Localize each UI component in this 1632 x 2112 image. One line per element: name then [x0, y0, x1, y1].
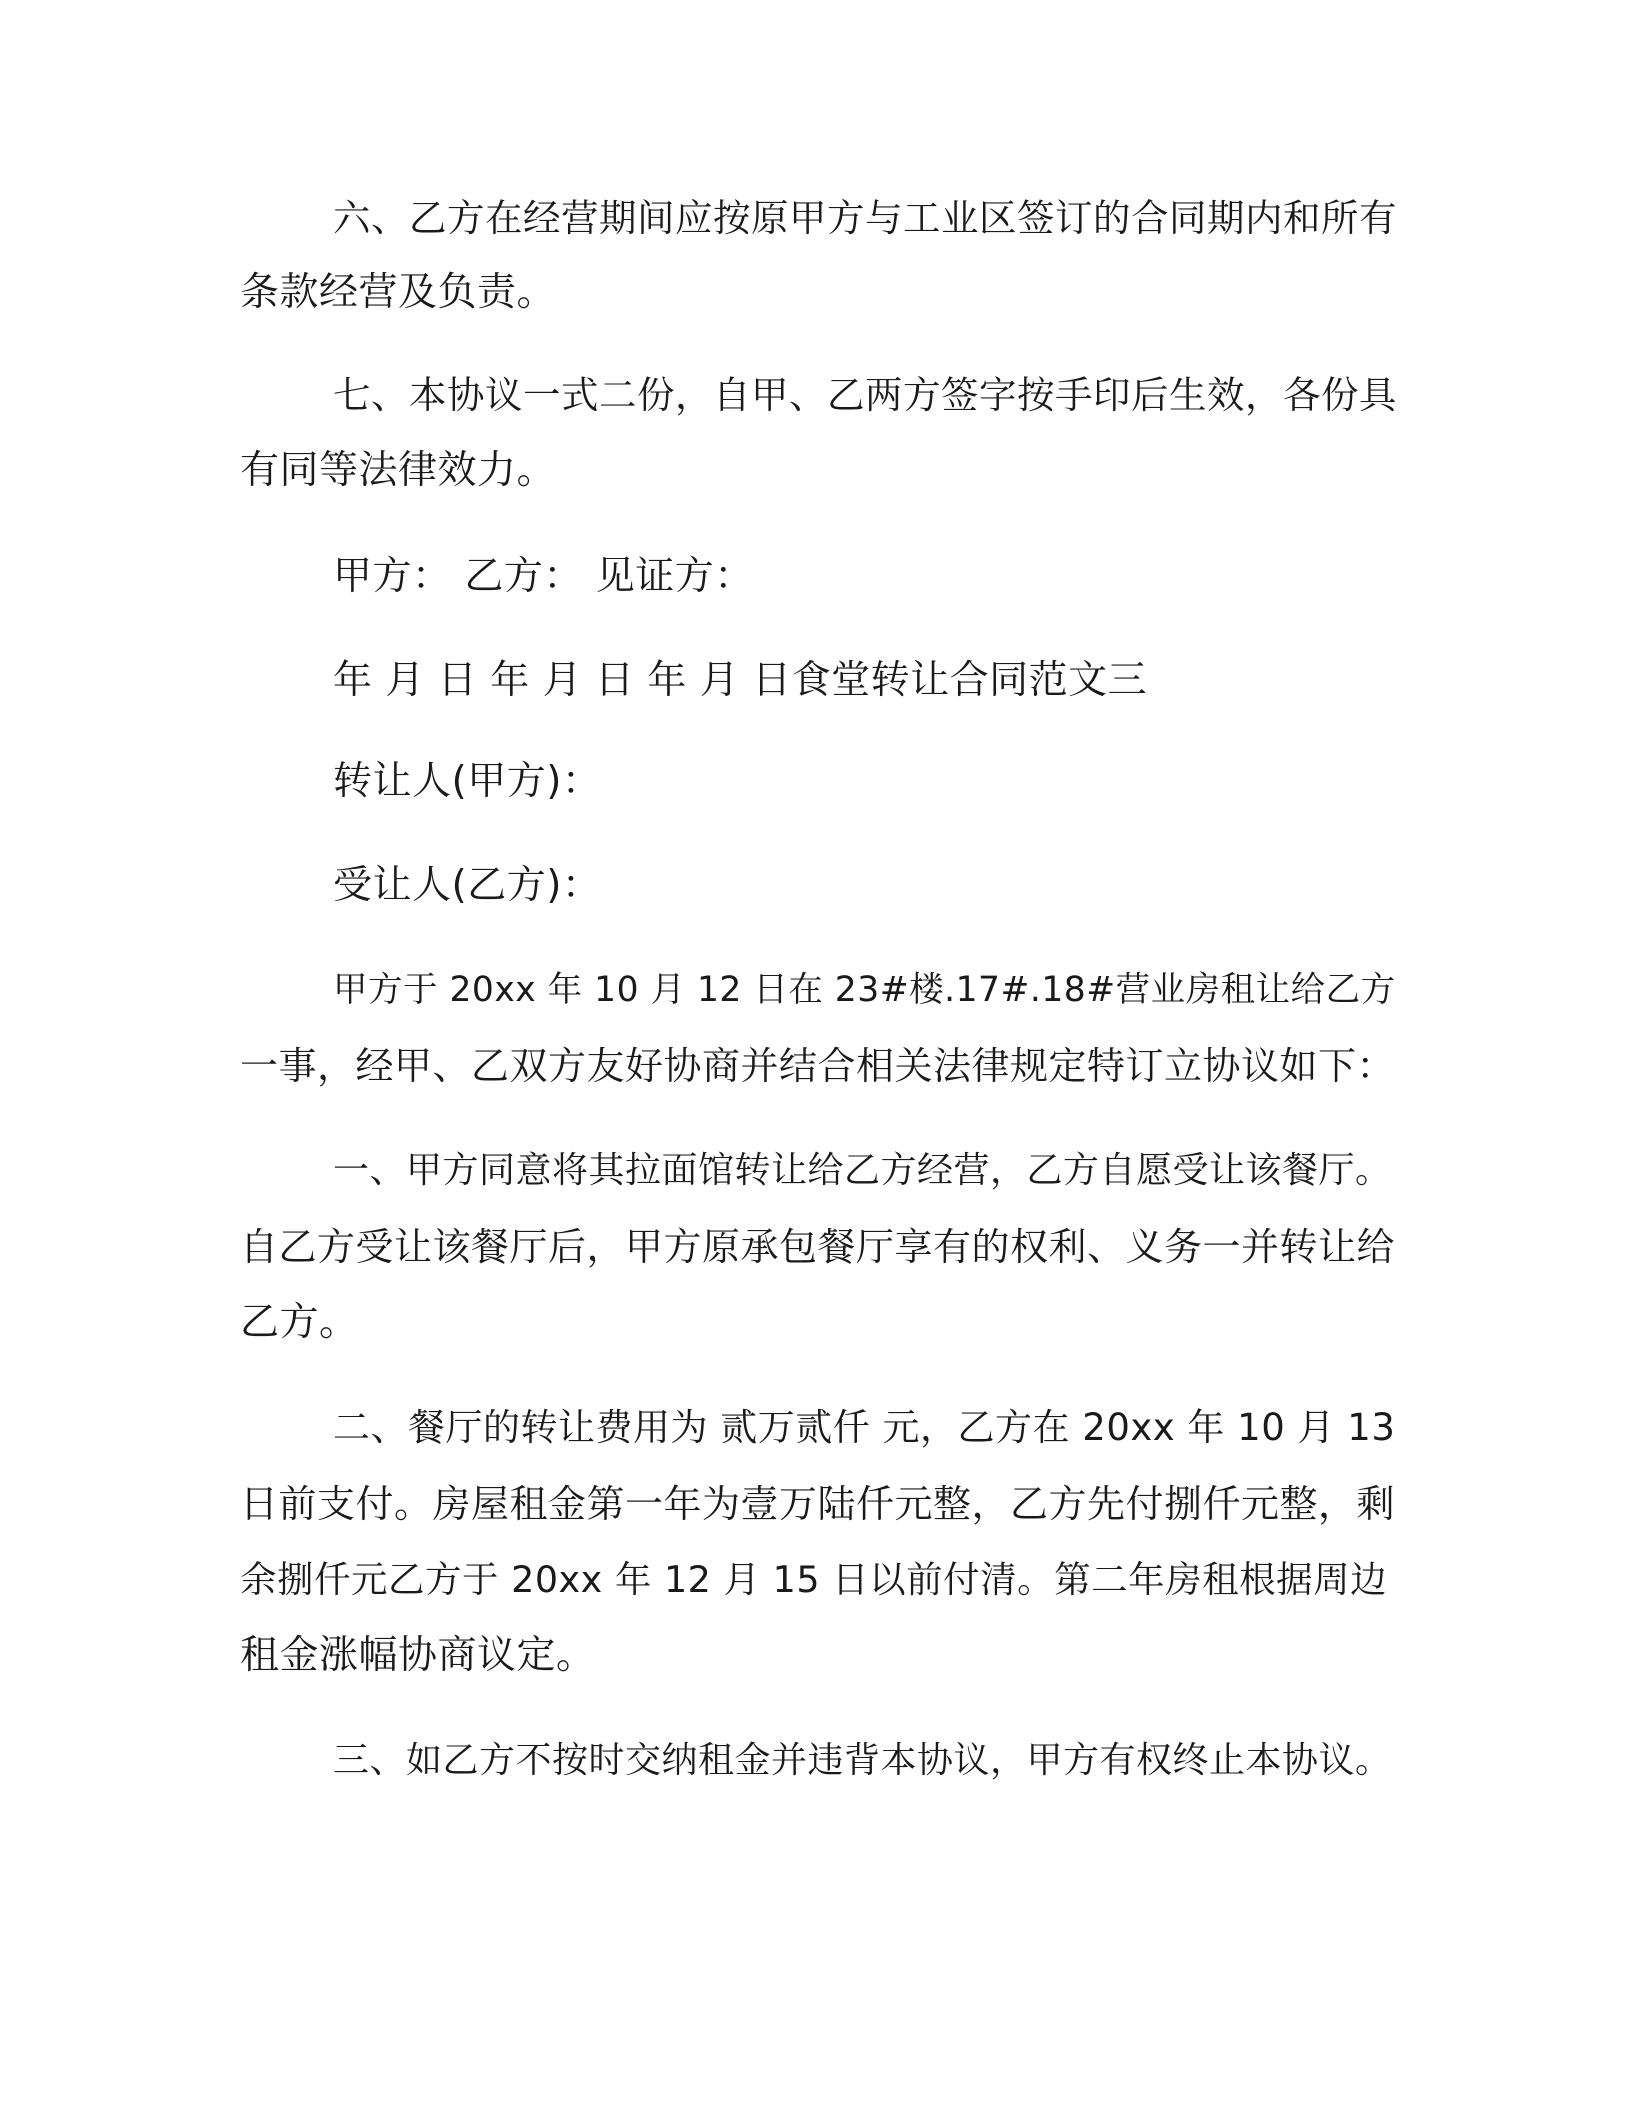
clause-three-line-1: 三、如乙方不按时交纳租金并违背本协议，甲方有权终止本协议。	[333, 1740, 1392, 1781]
clause-two-line-1: 二、餐厅的转让费用为 贰万贰仟 元，乙方在 20xx 年 10 月 13	[333, 1406, 1396, 1449]
signature-parties: 甲方： 乙方： 见证方：	[333, 554, 754, 599]
transferor-label: 转让人(甲方)：	[333, 759, 602, 804]
clause-six-line-2: 条款经营及负责。	[240, 270, 557, 315]
clause-one-line-1: 一、甲方同意将其拉面馆转让给乙方经营，乙方自愿受让该餐厅。	[333, 1150, 1392, 1191]
clause-one-line-2: 自乙方受让该餐厅后，甲方原承包餐厅享有的权利、义务一并转让给	[240, 1225, 1396, 1269]
clause-two-line-4: 租金涨幅协商议定。	[240, 1633, 596, 1678]
preamble-line-2: 一事，经甲、乙双方友好协商并结合相关法律规定特订立协议如下：	[240, 1044, 1396, 1088]
clause-two-line-3: 余捌仟元乙方于 20xx 年 12 月 15 日以前付清。第二年房租根据周边	[240, 1558, 1388, 1601]
clause-seven-line-2: 有同等法律效力。	[240, 448, 557, 493]
clause-one-line-3: 乙方。	[240, 1300, 359, 1345]
date-line-and-title: 年 月 日 年 月 日 年 月 日食堂转让合同范文三	[333, 658, 1148, 703]
clause-six-line-1: 六、乙方在经营期间应按原甲方与工业区签订的合同期内和所有	[333, 196, 1397, 240]
clause-seven-line-1: 七、本协议一式二份，自甲、乙两方签字按手印后生效，各份具	[333, 373, 1397, 417]
clause-two-line-2: 日前支付。房屋租金第一年为壹万陆仟元整，乙方先付捌仟元整，剩	[240, 1482, 1396, 1526]
preamble-line-1: 甲方于 20xx 年 10 月 12 日在 23#楼.17#.18#营业房租让给乙方	[333, 970, 1396, 1010]
transferee-label: 受让人(乙方)：	[333, 863, 602, 908]
